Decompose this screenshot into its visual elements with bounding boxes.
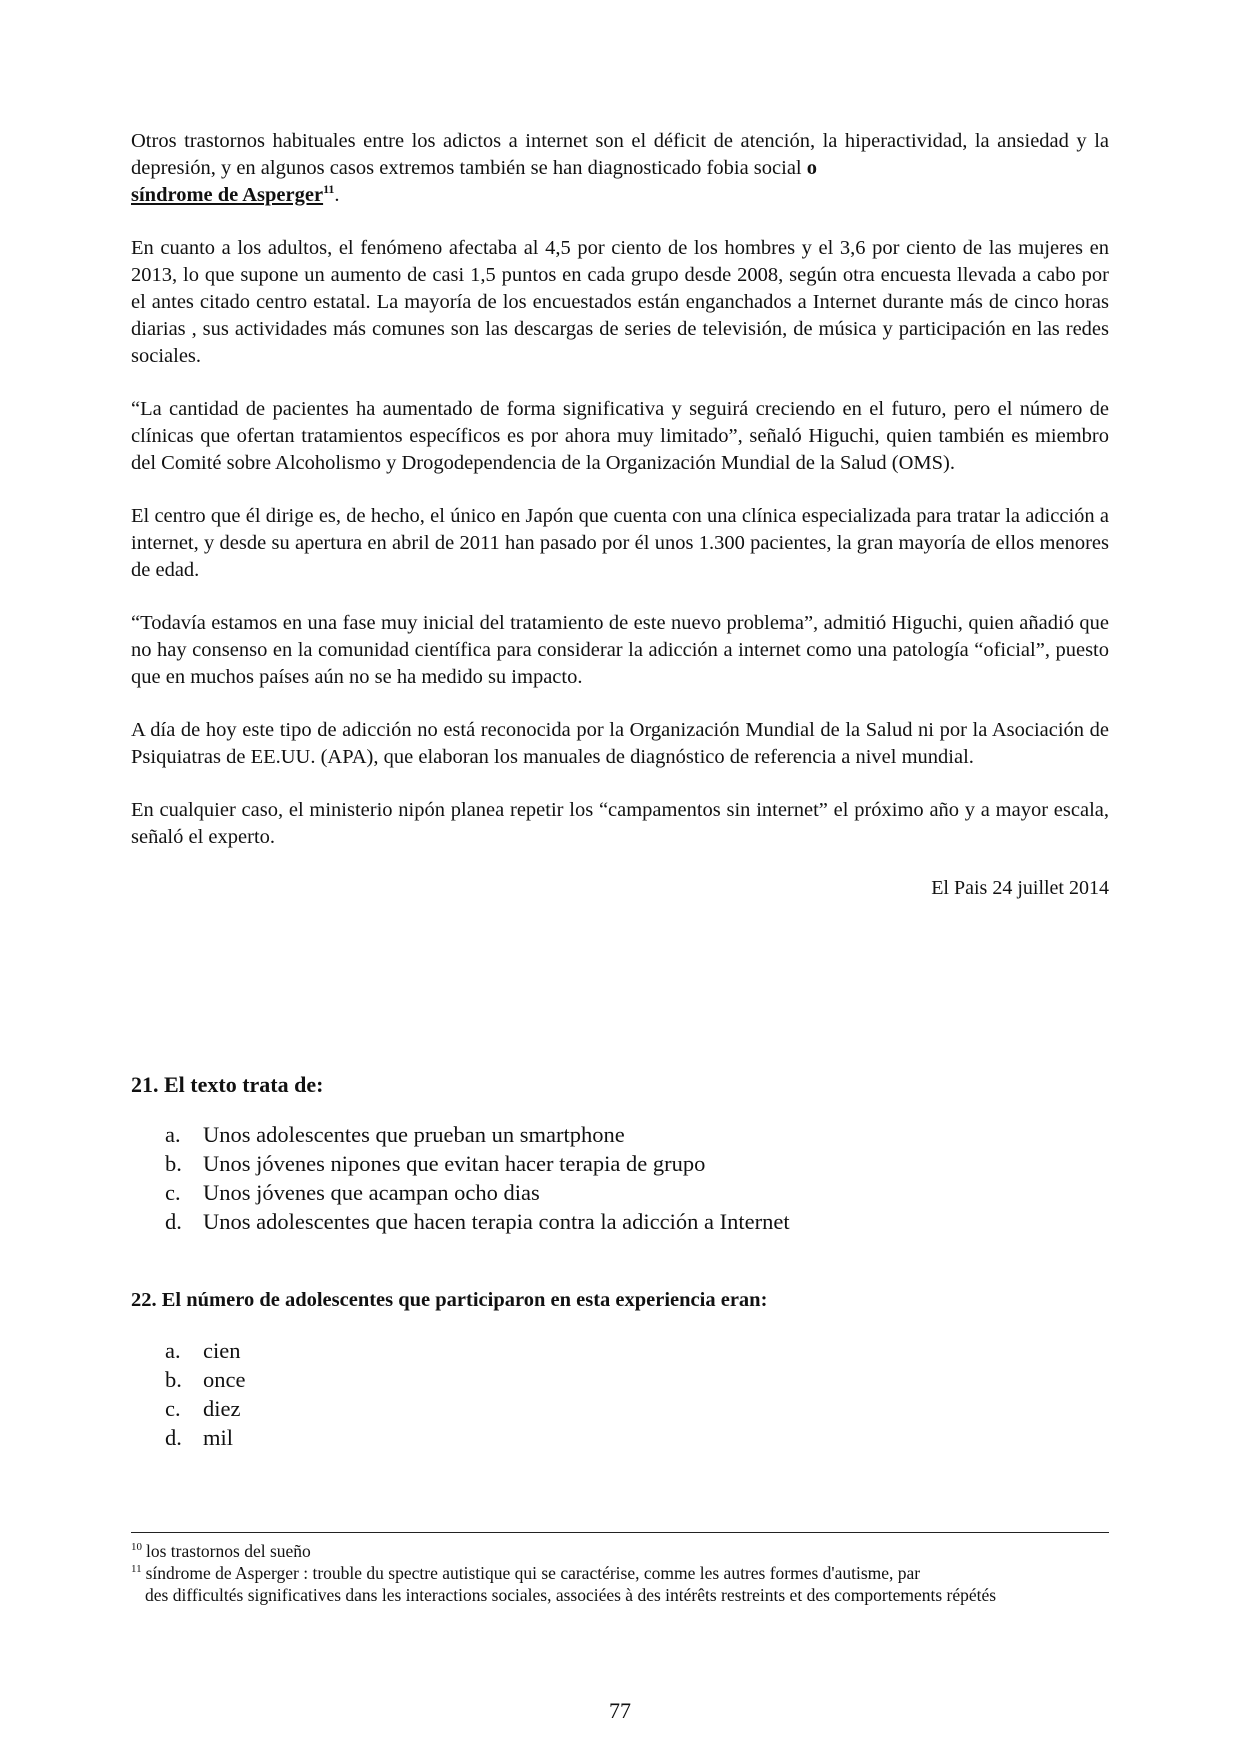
footnote-text: síndrome de Asperger : trouble du spectre autistique qui se caractérise, comme les autres formes d'autisme, par <box>145 1563 921 1583</box>
article-body <box>131 128 1109 900</box>
paragraph-1-text: Otros trastornos habituales entre los adictos a internet son el déficit de atención, la hiperactividad, la ansiedad y la depresión, y en algunos casos extremos también se han diagnosticado fobia social <box>131 130 1109 179</box>
paragraph-6: A día de hoy este tipo de adicción no está reconocida por la Organización Mundial de la Salud ni por la Asociación de Psiquiatras de EE.UU. (APA), que elaboran los manuales de diagnóstico de referencia a nivel mundial. <box>131 719 1109 768</box>
question-21-options <box>131 1120 1109 1236</box>
paragraph-3: “La cantidad de pacientes ha aumentado de forma significativa y seguirá creciendo en el futuro, pero el número de clínicas que ofertan tratamientos específicos es por ahora muy limitado”, señaló Higuchi, quien también es miembro del Comité sobre Alcoholismo y Drogodependencia de la Organización Mundial de la Salud (OMS). <box>131 398 1109 474</box>
option-text: Unos jóvenes nipones que evitan hacer terapia de grupo <box>203 1151 706 1176</box>
footnote-number: 11 <box>131 1563 142 1576</box>
paragraph-5: “Todavía estamos en una fase muy inicial del tratamiento de este nuevo problema”, admitió Higuchi, quien añadió que no hay consenso en la comunidad científica para considerar la adicción a internet como una patología “oficial”, puesto que en muchos países aún no se ha medido su impacto. <box>131 612 1109 688</box>
option-letter: b. <box>165 1367 182 1392</box>
paragraph-7: En cualquier caso, el ministerio nipón planea repetir los “campamentos sin internet” el próximo año y a mayor escala, señaló el experto. <box>131 799 1109 848</box>
footnotes <box>131 1540 1109 1606</box>
footnote-11 <box>131 1562 1109 1584</box>
footnote-number: 10 <box>131 1541 142 1554</box>
option-b <box>165 1365 1109 1394</box>
footnote-text: los trastornos del sueño <box>146 1541 311 1561</box>
option-text: Unos jóvenes que acampan ocho dias <box>203 1180 540 1205</box>
question-21 <box>131 1072 1109 1236</box>
option-letter: c. <box>165 1396 181 1421</box>
option-a <box>165 1120 1109 1149</box>
paragraph-2: En cuanto a los adultos, el fenómeno afectaba al 4,5 por ciento de los hombres y el 3,6 por ciento de las mujeres en 2013, lo que supone un aumento de casi 1,5 puntos en cada grupo desde 2008, según otra encuesta llevada a cabo por el antes citado centro estatal. La mayoría de los encuestados están enganchados a Internet durante más de cinco horas diarias , sus actividades más comunes son las descargas de series de televisión, de música y participación en las redes sociales. <box>131 237 1109 367</box>
bold-connector: o <box>806 157 817 179</box>
option-text: diez <box>203 1396 241 1421</box>
paragraph-1 <box>131 128 1109 209</box>
page-number: 77 <box>609 1698 631 1723</box>
footnote-ref-11: 11 <box>323 182 335 197</box>
option-letter: a. <box>165 1338 181 1363</box>
option-d <box>165 1423 1109 1452</box>
option-c <box>165 1178 1109 1207</box>
article-source: El Pais 24 juillet 2014 <box>931 877 1109 899</box>
option-a <box>165 1336 1109 1365</box>
question-21-title: 21. El texto trata de: <box>131 1072 324 1097</box>
option-text: once <box>203 1367 246 1392</box>
option-d <box>165 1207 1109 1236</box>
footnote-10 <box>131 1540 1109 1562</box>
option-c <box>165 1394 1109 1423</box>
option-b <box>165 1149 1109 1178</box>
option-text: Unos adolescentes que prueban un smartphone <box>203 1122 625 1147</box>
question-22-title: 22. El número de adolescentes que participaron en esta experiencia eran: <box>131 1289 768 1311</box>
option-letter: a. <box>165 1122 181 1147</box>
footnote-divider <box>131 1532 1109 1533</box>
asperger-term: síndrome de Asperger <box>131 184 324 206</box>
paragraph-1-end: . <box>334 184 340 206</box>
option-letter: c. <box>165 1180 181 1205</box>
option-letter: d. <box>165 1425 182 1450</box>
option-text: Unos adolescentes que hacen terapia contra la adicción a Internet <box>203 1209 790 1234</box>
option-letter: b. <box>165 1151 182 1176</box>
question-22-options <box>131 1336 1109 1452</box>
footnote-11-continuation: des difficultés significatives dans les interactions sociales, associées à des intérêts restreints et des comportements répétés <box>145 1585 997 1605</box>
option-text: mil <box>203 1425 234 1450</box>
option-letter: d. <box>165 1209 182 1234</box>
question-22 <box>131 1289 1109 1452</box>
option-text: cien <box>203 1338 241 1363</box>
paragraph-4: El centro que él dirige es, de hecho, el único en Japón que cuenta con una clínica especializada para tratar la adicción a internet, y desde su apertura en abril de 2011 han pasado por él unos 1.300 pacientes, la gran mayoría de ellos menores de edad. <box>131 505 1109 581</box>
